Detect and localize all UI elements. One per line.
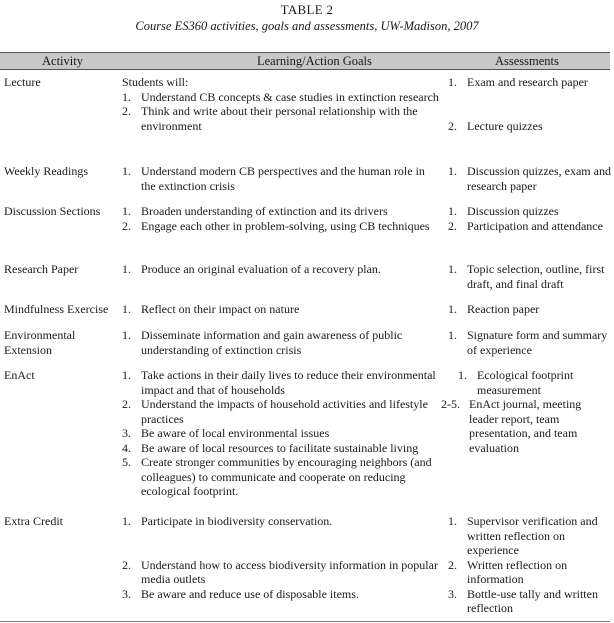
goal-number: 1. xyxy=(122,368,131,382)
goal-text: Engage each other in problem-solving, using CB techniques xyxy=(141,218,430,233)
table-caption: Course ES360 activities, goals and assessments, UW-Madison, 2007 xyxy=(135,19,479,33)
assessment-item xyxy=(448,328,613,357)
goal-number: 1. xyxy=(122,204,131,218)
goal-text: Be aware of local environmental issues xyxy=(141,426,330,440)
goal-text: Create stronger communities by encouraging neighbors (and colleagues) to communicate and cooperate on reducing ecological footprint. xyxy=(141,455,432,498)
assessment-text: Ecological footprint measurement xyxy=(477,368,574,397)
activity-cell: Lecture xyxy=(4,75,41,89)
assessment-number: 3. xyxy=(448,586,457,601)
activity-cell: Weekly Readings xyxy=(4,164,89,178)
goals-cell xyxy=(122,328,440,357)
assessments-cell xyxy=(448,204,613,233)
goal-number: 2. xyxy=(122,397,131,411)
assessment-text: Discussion quizzes, exam and research paper xyxy=(467,164,611,193)
assessment-item xyxy=(448,587,613,616)
activity-cell: Extra Credit xyxy=(4,514,63,528)
goal-text: Participate in biodiversity conservation. xyxy=(141,514,333,528)
goal-number: 1. xyxy=(122,328,131,342)
goal-number: 4. xyxy=(122,440,131,455)
goal-number: 1. xyxy=(122,89,131,104)
goals-cell xyxy=(122,204,440,233)
assessment-item xyxy=(448,204,613,219)
assessment-text: Written reflection on information xyxy=(467,557,568,586)
goals-cell xyxy=(122,368,440,499)
assessment-number: 2. xyxy=(448,557,457,572)
goal-item xyxy=(122,204,440,219)
assessment-number: 2-5. xyxy=(441,397,460,411)
goal-item xyxy=(122,90,440,105)
table-header xyxy=(0,52,610,70)
goal-item xyxy=(122,302,440,317)
header-goals: Learning/Action Goals xyxy=(257,54,372,68)
assessment-number: 1. xyxy=(448,328,457,342)
assessment-number: 1. xyxy=(448,164,457,178)
goal-number: 2. xyxy=(122,218,131,233)
assessment-number: 2. xyxy=(448,218,457,233)
assessment-text: Supervisor verification and written reflection on experience xyxy=(467,514,598,557)
goal-item xyxy=(122,164,440,193)
assessment-text: Reaction paper xyxy=(467,302,540,316)
goal-item xyxy=(122,368,440,397)
assessments-cell xyxy=(448,75,613,133)
goal-number: 3. xyxy=(122,426,131,440)
goal-number: 1. xyxy=(122,302,131,316)
goals-intro: Students will: xyxy=(122,75,189,89)
header-activity: Activity xyxy=(42,54,83,68)
assessments-cell xyxy=(448,302,613,317)
goal-text: Understand modern CB perspectives and the human role in the extinction crisis xyxy=(141,164,425,193)
goal-item xyxy=(122,397,440,426)
goals-cell xyxy=(122,164,440,193)
table-bottom-rule xyxy=(0,621,610,622)
goal-text: Understand the impacts of household activities and lifestyle practices xyxy=(141,397,428,426)
goals-cell xyxy=(122,302,440,317)
activity-cell: Research Paper xyxy=(4,262,79,276)
goal-number: 2. xyxy=(122,557,131,572)
assessment-item xyxy=(448,164,613,193)
activity-cell: Environmental Extension xyxy=(4,328,76,357)
goal-text: Be aware and reduce use of disposable items. xyxy=(141,586,359,601)
goals-cell xyxy=(122,75,440,133)
assessment-item xyxy=(448,558,613,587)
goal-item xyxy=(122,587,440,602)
assessments-cell xyxy=(448,262,613,291)
goal-number: 1. xyxy=(122,514,131,528)
activity-cell: Mindfulness Exercise xyxy=(4,302,109,316)
assessment-number: 1. xyxy=(448,262,457,276)
assessment-text: Participation and attendance xyxy=(467,218,603,233)
goal-text: Understand CB concepts & case studies in extinction research xyxy=(141,89,439,104)
assessment-number: 1. xyxy=(448,514,457,528)
header-assessments: Assessments xyxy=(495,54,559,68)
goal-text: Take actions in their daily lives to reduce their environmental impact and that of households xyxy=(141,368,436,397)
goal-text: Be aware of local resources to facilitate sustainable living xyxy=(141,440,419,455)
assessments-cell xyxy=(441,368,613,455)
assessment-text: Topic selection, outline, first draft, and final draft xyxy=(467,262,605,291)
goal-item xyxy=(122,219,440,234)
goal-item xyxy=(122,262,440,277)
goal-item xyxy=(122,328,440,357)
goal-item xyxy=(122,514,440,529)
assessment-item xyxy=(448,302,613,317)
assessment-item xyxy=(448,368,613,397)
assessment-text: EnAct journal, meeting leader report, team presentation, and team evaluation xyxy=(469,397,582,455)
assessment-item xyxy=(448,119,613,134)
assessment-text: Exam and research paper xyxy=(467,75,588,89)
assessment-item xyxy=(448,75,613,90)
assessment-text: Signature form and summary of experience xyxy=(467,328,608,357)
assessment-text: Bottle-use tally and written reflection xyxy=(467,586,598,615)
goal-number: 2. xyxy=(122,104,131,118)
goal-item xyxy=(122,104,440,133)
activity-cell: Discussion Sections xyxy=(4,204,101,218)
goal-number: 1. xyxy=(122,262,131,276)
goal-item xyxy=(122,441,440,456)
assessments-cell xyxy=(448,514,613,616)
assessment-number: 1. xyxy=(458,368,467,382)
goal-number: 3. xyxy=(122,586,131,601)
assessment-item xyxy=(448,219,613,234)
goal-text: Broaden understanding of extinction and its drivers xyxy=(141,204,388,218)
goals-cell xyxy=(122,514,440,601)
activity-cell: EnAct xyxy=(4,368,35,382)
assessment-number: 2. xyxy=(448,118,457,133)
goal-item xyxy=(122,426,440,441)
goal-text: Produce an original evaluation of a recovery plan. xyxy=(141,262,381,276)
assessment-text: Discussion quizzes xyxy=(467,204,559,218)
goal-text: Reflect on their impact on nature xyxy=(141,302,300,316)
goal-number: 1. xyxy=(122,164,131,178)
goal-item xyxy=(122,455,440,499)
goal-text: Think and write about their personal relationship with the environment xyxy=(141,104,418,133)
assessment-text: Lecture quizzes xyxy=(467,118,543,133)
table-label: TABLE 2 xyxy=(280,2,334,17)
assessment-item xyxy=(441,397,613,455)
assessments-cell xyxy=(448,164,613,193)
assessment-number: 1. xyxy=(448,302,457,316)
goal-number: 5. xyxy=(122,455,131,469)
goals-cell xyxy=(122,262,440,277)
assessment-item xyxy=(448,262,613,291)
assessment-number: 1. xyxy=(448,204,457,218)
goal-text: Understand how to access biodiversity information in popular media outlets xyxy=(141,557,438,586)
goal-item xyxy=(122,558,440,587)
goal-text: Disseminate information and gain awareness of public understanding of extinction crisis xyxy=(141,328,403,357)
assessments-cell xyxy=(448,328,613,357)
assessment-number: 1. xyxy=(448,75,457,89)
assessment-item xyxy=(448,514,613,558)
